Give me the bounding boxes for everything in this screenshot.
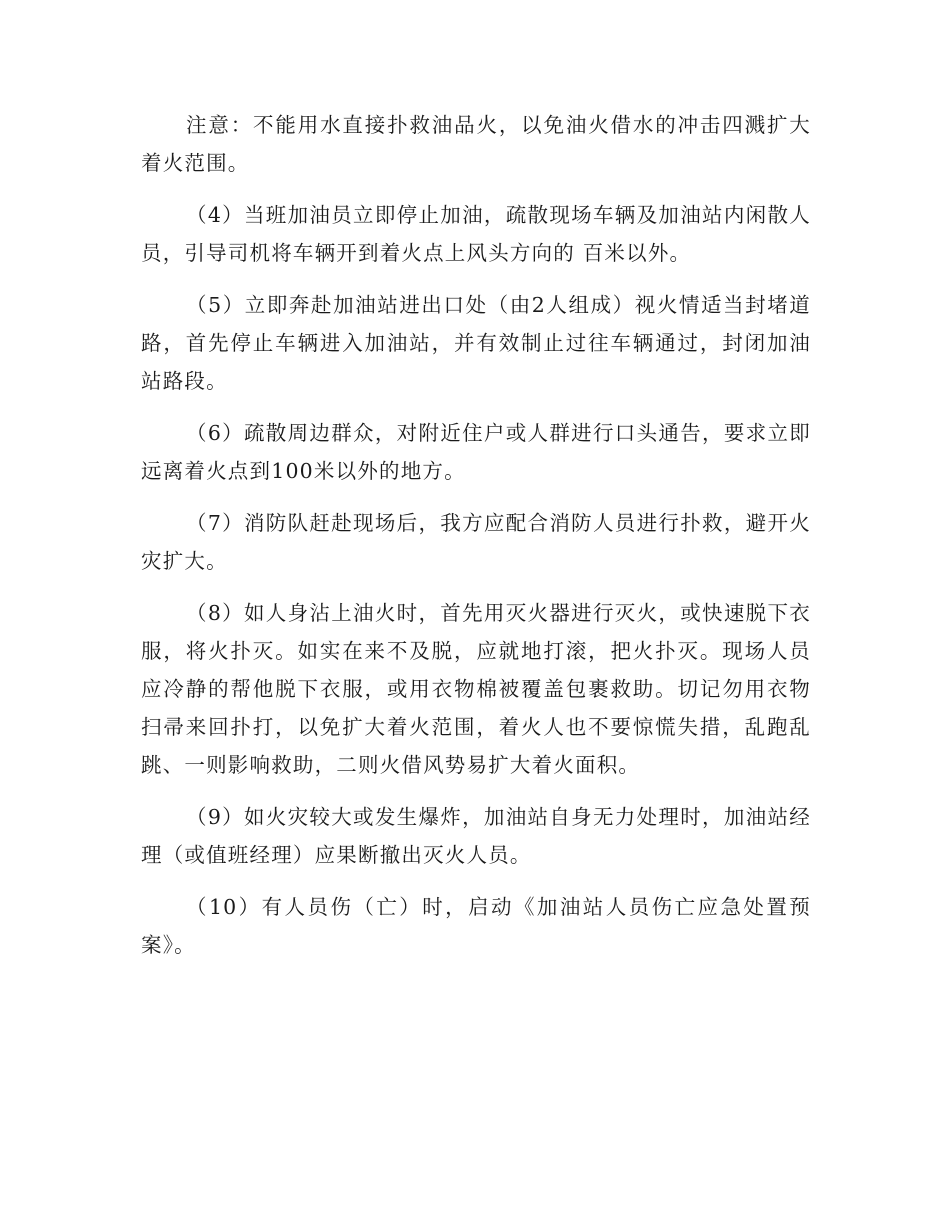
paragraph-item-8: （8）如人身沾上油火时，首先用灭火器进行灭火，或快速脱下衣服，将火扑灭。如实在来不及脱，应就地打滚，把火扑灭。现场人员应冷静的帮他脱下衣服，或用衣物棉被覆盖包裹救助。切记勿用衣物扫帚来回扑打，以免扩大着火范围，着火人也不要惊慌失措，乱跑乱跳、一则影响救助，二则火借风势易扩大着火面积。 — [141, 601, 811, 777]
paragraph-item-9: （9）如火灾较大或发生爆炸，加油站自身无力处理时，加油站经理（或值班经理）应果断撤出灭火人员。 — [141, 805, 811, 867]
document-body — [141, 106, 811, 978]
paragraph-item-7: （7）消防队赶赴现场后，我方应配合消防人员进行扑救，避开火灾扩大。 — [141, 511, 811, 573]
paragraph-item-4: （4）当班加油员立即停止加油，疏散现场车辆及加油站内闲散人员，引导司机将车辆开到着火点上风头方向的 百米以外。 — [141, 203, 811, 265]
paragraph-item-5: （5）立即奔赴加油站进出口处（由2人组成）视火情适当封堵道路，首先停止车辆进入加油站，并有效制止过往车辆通过，封闭加油站路段。 — [141, 293, 811, 393]
paragraph-note: 注意：不能用水直接扑救油品火，以免油火借水的冲击四溅扩大着火范围。 — [141, 113, 811, 175]
paragraph-item-6: （6）疏散周边群众，对附近住户或人群进行口头通告，要求立即远离着火点到100米以外的地方。 — [141, 421, 811, 483]
paragraph-item-10: （10）有人员伤（亡）时，启动《加油站人员伤亡应急处置预案》。 — [141, 895, 811, 957]
